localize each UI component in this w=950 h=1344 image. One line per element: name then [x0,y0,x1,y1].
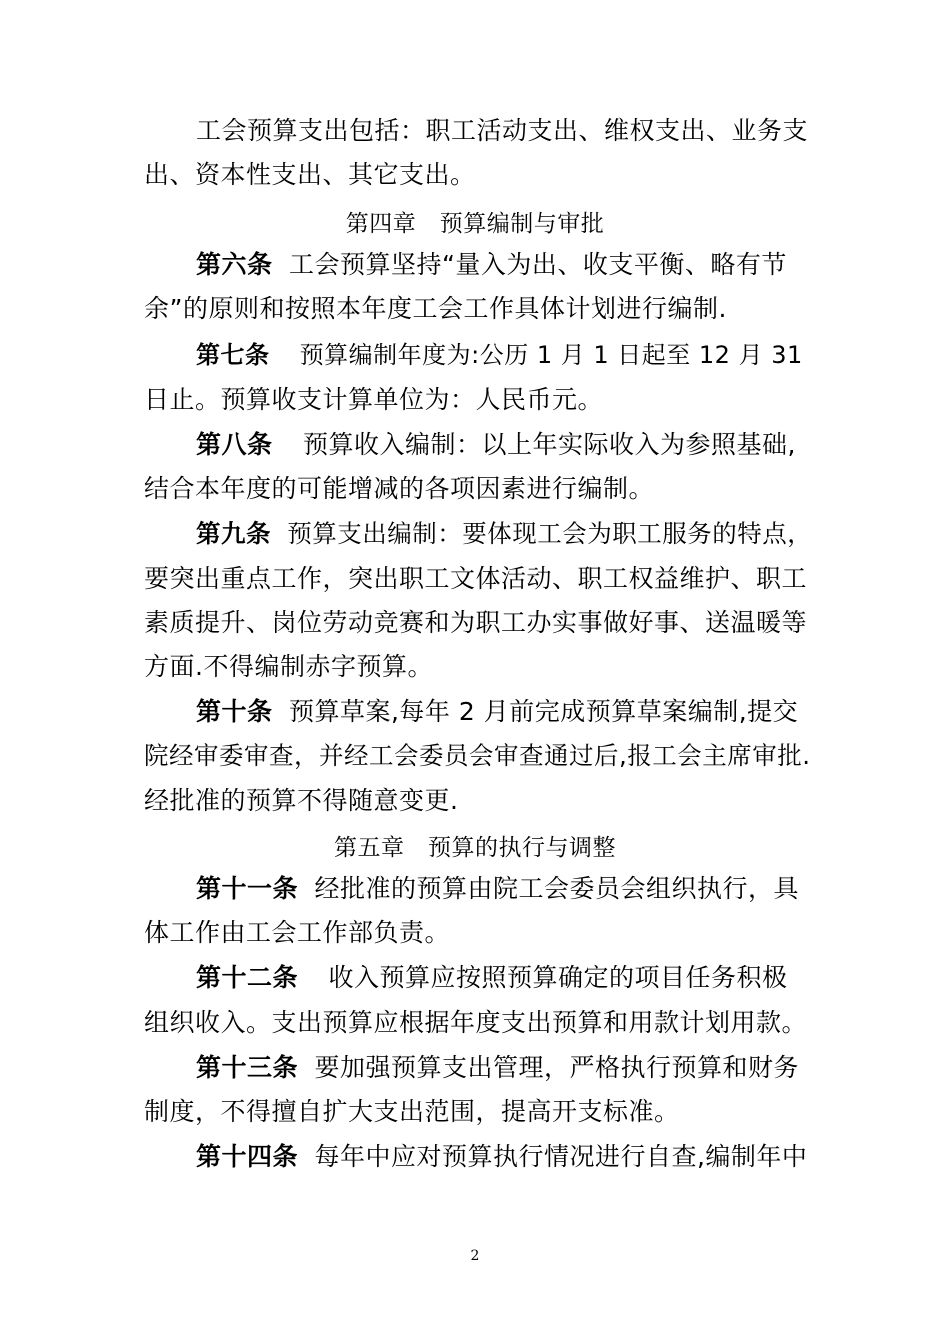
paragraph-line: 余”的原则和按照本年度工会工作具体计划进行编制. [144,294,727,323]
paragraph-line: 方面.不得编制赤字预算。 [144,652,433,681]
article-first-line [196,1135,807,1179]
paragraph-line: 日止。预算收支计算单位为：人民币元。 [144,385,604,414]
article-text: 经批准的预算由院工会委员会组织执行，具 [314,874,799,903]
paragraph-line: 出、资本性支出、其它支出。 [144,160,476,189]
article-first-line [196,243,787,287]
article-label: 第七条 [196,341,270,369]
paragraph-line: 素质提升、岗位劳动竞赛和为职工办实事做好事、送温暖等 [144,608,808,637]
article-label: 第八条 [196,430,273,459]
article-first-line [196,1046,799,1090]
article-label: 第十二条 [196,963,299,992]
paragraph-line: 体工作由工会工作部负责。 [144,918,451,947]
article-label: 第十三条 [196,1053,299,1082]
paragraph-line: 结合本年度的可能增减的各项因素进行编制。 [144,474,655,503]
paragraph-line: 经批准的预算不得随意变更. [144,786,459,815]
article-label: 第九条 [196,519,271,548]
article-first-line [196,423,796,467]
article-text: 预算草案,每年 2 月前完成预算草案编制,提交 [288,697,799,726]
chapter-heading: 第四章 预算编制与审批 [345,211,605,237]
paragraph-line: 制度，不得擅自扩大支出范围，提高开支标准。 [144,1097,680,1126]
paragraph-line: 要突出重点工作，突出职工文体活动、职工权益维护、职工 [144,564,808,593]
article-text: 工会预算坚持“量入为出、收支平衡、略有节 [288,250,787,279]
article-first-line [196,690,798,734]
article-text: 预算编制年度为:公历 1 月 1 日起至 12 月 31 [299,341,803,369]
article-first-line [196,333,803,377]
paragraph-line: 工会预算支出包括：职工活动支出、维权支出、业务支 [196,116,809,145]
article-text: 每年中应对预算执行情况进行自查,编制年中 [314,1142,808,1171]
article-text: 预算支出编制：要体现工会为职工服务的特点， [287,519,813,548]
article-label: 第十一条 [196,874,299,903]
article-text: 收入预算应按照预算确定的项目任务积极 [328,963,788,992]
paragraph-line: 院经审委审查，并经工会委员会审查通过后,报工会主席审批. [144,741,811,770]
article-label: 第六条 [196,250,273,279]
article-first-line [196,512,812,556]
article-label: 第十四条 [196,1142,299,1171]
article-first-line [196,956,787,1000]
article-first-line [196,867,799,911]
article-text: 预算收入编制：以上年实际收入为参照基础, [302,430,796,459]
page-number: 2 [470,1248,480,1264]
chapter-heading: 第五章 预算的执行与调整 [334,835,616,861]
paragraph-line: 组织收入。支出预算应根据年度支出预算和用款计划用款。 [144,1008,808,1037]
article-label: 第十条 [196,697,273,726]
article-text: 要加强预算支出管理，严格执行预算和财务 [314,1053,799,1082]
